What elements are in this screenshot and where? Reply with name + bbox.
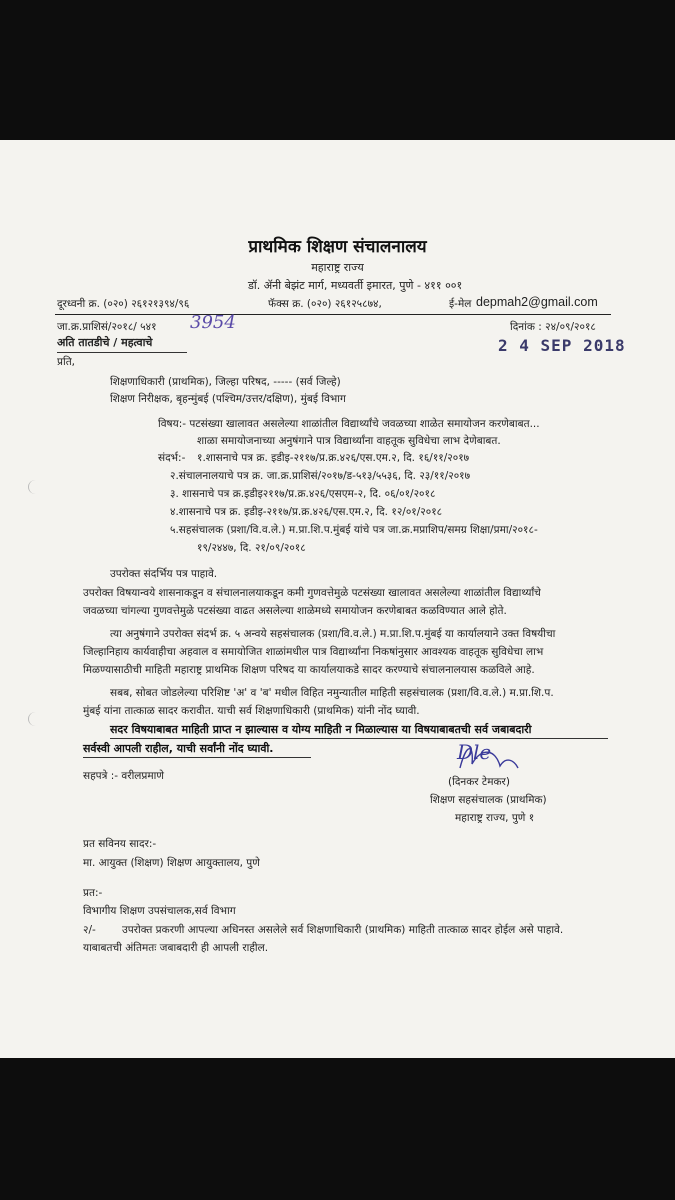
signatory-place: महाराष्ट्र राज्य, पुणे १ bbox=[455, 812, 535, 824]
references-label: संदर्भ:- bbox=[158, 452, 186, 464]
office-title: प्राथमिक शिक्षण संचालनालय bbox=[248, 237, 427, 257]
enclosure-note: सहपत्रे :- वरीलप्रमाणे bbox=[83, 770, 164, 782]
body-para-4: मुंबई यांना तात्काळ सादर करावीत. याची सर्व शिक्षणाधिकारी (प्राथमिक) यांनी नोंद घ्यावी. bbox=[83, 705, 420, 717]
handwritten-number: 3954 bbox=[190, 312, 236, 333]
copy-instruction: उपरोक्त प्रकरणी आपल्या अधिनस्त असलेले सर्व शिक्षणाधिकारी (प्राथमिक) माहिती तात्काळ सादर होईल असे पाहावे. bbox=[122, 924, 564, 936]
subject-line-1: विषय:- पटसंख्या खालावत असलेल्या शाळांतील विद्यार्थ्यांचे जवळच्या शाळेत समायोजन करणेबाबत... bbox=[158, 418, 540, 430]
letter-page bbox=[0, 140, 675, 1058]
date-label: दिनांक : २४/०९/२०१८ bbox=[510, 321, 596, 333]
office-address: डॉ. ॲनी बेझंट मार्ग, मध्यवर्ती इमारत, पुणे - ४११ ००१ bbox=[248, 279, 463, 292]
email-address: depmah2@gmail.com bbox=[476, 295, 598, 309]
email-label: ई-मेल bbox=[449, 298, 472, 310]
reference-item: १९/२४४७, दि. २१/०९/२०१८ bbox=[197, 542, 306, 554]
bold-notice: सर्वस्वी आपली राहील, याची सर्वांनी नोंद घ्यावी. bbox=[83, 742, 274, 755]
copy-label: प्रत सविनय सादर:- bbox=[83, 838, 157, 850]
signature-scribble: Dle bbox=[457, 740, 492, 764]
reference-item: ४.शासनाचे पत्र क्र. इडीइ-२११७/प्र.क्र.४२६/एस.एम.२, दि. १२/०१/२०१८ bbox=[170, 506, 443, 518]
body-para-2: जवळच्या चांगल्या गुणवत्तेमुळे पटसंख्या वाढत असलेल्या शाळेमध्ये समायोजन करणेबाबत कळविण्यात आले होते. bbox=[83, 605, 507, 617]
subject-line-2: शाळा समायोजनाच्या अनुषंगाने पात्र विद्यार्थ्यांना वाहतूक सुविधेचा लाभ देणेबाबत. bbox=[197, 435, 501, 447]
addressee-label: प्रति, bbox=[57, 356, 76, 368]
body-para-3: जिल्हानिहाय कार्यवाहीचा अहवाल व समायोजित शाळांमधील पात्र विद्यार्थ्यांना निकषांनुसार आवश्यक वाहतूक सुविधेचा लाभ bbox=[83, 646, 544, 658]
addressee-line-2: शिक्षण निरीक्षक, बृहन्मुंबई (पश्चिम/उत्तर/दक्षिण), मुंबई विभाग bbox=[110, 393, 346, 405]
addressee-line-1: शिक्षणाधिकारी (प्राथमिक), जिल्हा परिषद, ----- (सर्व जिल्हे) bbox=[110, 376, 341, 388]
copy-label-2: प्रत:- bbox=[83, 887, 103, 899]
fax-number: फॅक्स क्र. (०२०) २६१२५८७४, bbox=[268, 298, 382, 310]
header-divider bbox=[55, 314, 611, 315]
urgency-label: अति तातडीचे / महत्वाचे bbox=[57, 336, 153, 349]
bold-notice-underline bbox=[110, 738, 608, 739]
copy-point-number: २/- bbox=[83, 924, 96, 936]
signatory-name: (दिनकर टेमकर) bbox=[448, 776, 510, 788]
urgency-underline bbox=[57, 352, 187, 353]
body-para-2: उपरोक्त विषयान्वये शासनाकडून व संचालनालयाकडून कमी गुणवत्तेमुळे पटसंख्या खालावत असलेल्या शाळांतील विद्यार्थ्यांचे bbox=[83, 587, 541, 599]
punch-hole-mark bbox=[28, 712, 43, 726]
date-stamp: 2 4 SEP 2018 bbox=[498, 336, 626, 355]
punch-hole-mark bbox=[28, 480, 43, 494]
body-para-3: मिळण्यासाठीची माहिती महाराष्ट्र प्राथमिक शिक्षण परिषद या कार्यालयाकडे सादर करण्याचे संचालनालयास कळविले आहे. bbox=[83, 664, 535, 676]
state-name: महाराष्ट्र राज्य bbox=[311, 261, 364, 274]
reference-number: जा.क्र.प्राशिसं/२०१८/ ५४१ bbox=[57, 321, 157, 333]
body-para-3: त्या अनुषंगाने उपरोक्त संदर्भ क्र. ५ अन्वये सहसंचालक (प्रशा/वि.व.ले.) म.प्रा.शि.प.मुंबई या कार्यालयाने उक्त विषयीचा bbox=[110, 628, 556, 640]
body-para-1: उपरोक्त संदर्भिय पत्र पाहावे. bbox=[110, 568, 218, 580]
phone-number: दूरध्वनी क्र. (०२०) २६१२१३९४/९६ bbox=[57, 298, 190, 310]
copy-recipient: मा. आयुक्त (शिक्षण) शिक्षण आयुक्तालय, पुणे bbox=[83, 857, 260, 869]
copy-instruction: याबाबतची अंतिमतः जबाबदारी ही आपली राहील. bbox=[83, 942, 269, 954]
reference-item: ३. शासनाचे पत्र क्र.इडीइ२११७/प्र.क्र.४२६/एसएम-२, दि. ०६/०१/२०१८ bbox=[170, 488, 436, 500]
bold-notice-underline bbox=[83, 757, 311, 758]
copy-recipient-2: विभागीय शिक्षण उपसंचालक,सर्व विभाग bbox=[83, 905, 236, 917]
reference-item: १.शासनाचे पत्र क्र. इडीइ-२११७/प्र.क्र.४२६/एस.एम.२, दि. १६/११/२०१७ bbox=[197, 452, 470, 464]
reference-item: ५.सहसंचालक (प्रशा/वि.व.ले.) म.प्रा.शि.प.मुंबई यांचे पत्र जा.क्र.मप्राशिप/समग्र शिक्षा/प्रमा/२०१८- bbox=[170, 524, 538, 536]
reference-item: २.संचालनालयाचे पत्र क्र. जा.क्र.प्राशिसं/२०१७/ड-५१३/५५३६, दि. २३/११/२०१७ bbox=[170, 470, 471, 482]
body-para-4: सबब, सोबत जोडलेल्या परिशिष्ट 'अ' व 'ब' मधील विहित नमुन्यातील माहिती सहसंचालक (प्रशा/वि.व.ले.) म.प्रा.शि.प. bbox=[110, 687, 554, 699]
signatory-designation: शिक्षण सहसंचालक (प्राथमिक) bbox=[430, 794, 547, 806]
bold-notice: सदर विषयाबाबत माहिती प्राप्त न झाल्यास व योग्य माहिती न मिळाल्यास या विषयाबाबतची सर्व जबाबदारी bbox=[110, 723, 532, 736]
